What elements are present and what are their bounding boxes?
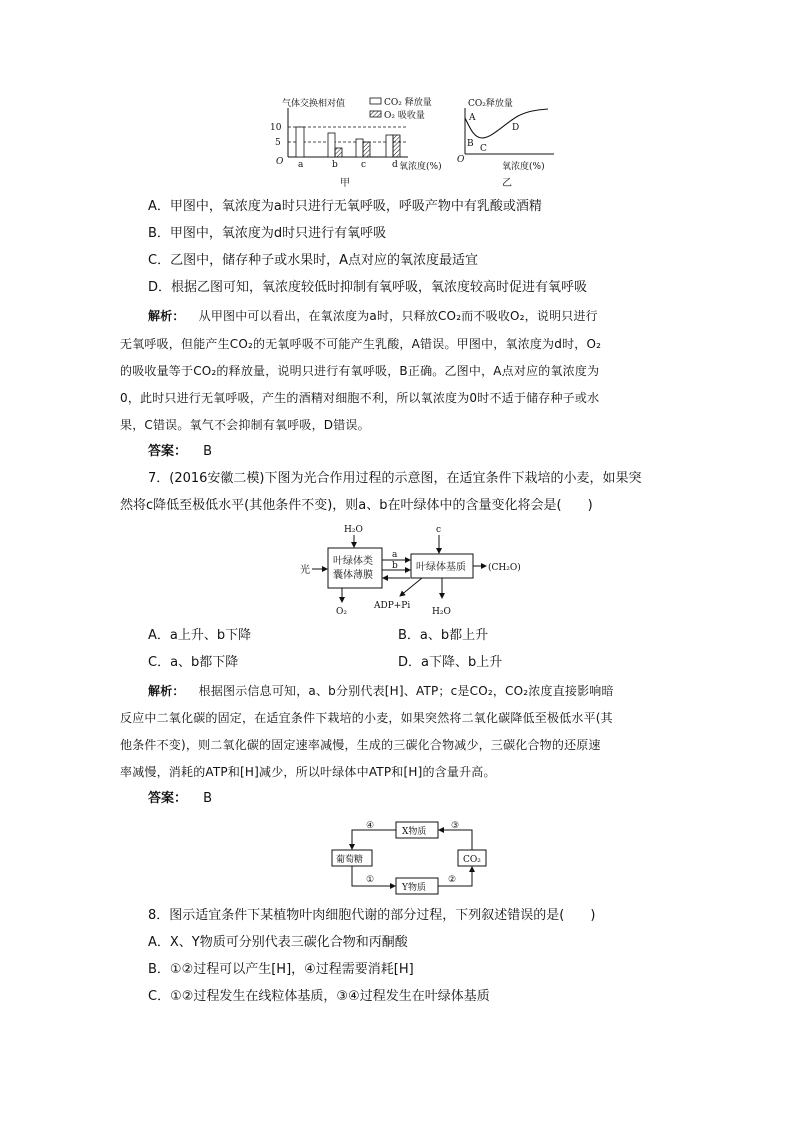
- jia-legend-co2: CO₂ 释放量: [384, 98, 432, 108]
- q7-analysis-line-4: 率减慢，消耗的ATP和[H]减少，所以叶绿体中ATP和[H]的含量升高。: [120, 765, 496, 779]
- diag7-box2: 叶绿体基质: [416, 562, 466, 573]
- yi-curve: [465, 109, 548, 138]
- jia-tick-5: 5: [275, 138, 281, 148]
- q8-option-c: C．①②过程发生在线粒体基质，③④过程发生在叶绿体基质: [148, 989, 490, 1004]
- yi-x-title: 氧浓度(%): [502, 162, 545, 172]
- yi-point-d: D: [512, 123, 520, 133]
- bar-c-co2: [356, 139, 363, 157]
- diag7-ch2o: (CH₂O): [488, 563, 521, 573]
- jia-legend-o2: O₂ 吸收量: [384, 111, 425, 121]
- yi-point-c: C: [480, 144, 487, 154]
- q6-analysis-line-5: 果，C错误。氧气不会抑制有氧呼吸，D错误。: [120, 418, 370, 432]
- q7-analysis-line-1: [148, 683, 614, 699]
- jia-origin: O: [276, 157, 284, 167]
- diag8-step-2: ②: [448, 875, 457, 885]
- q6-analysis-label: 解析：: [148, 309, 185, 323]
- q8-option-b: B．①②过程可以产生[H]，④过程需要消耗[H]: [148, 962, 414, 977]
- q6-option-b: B．甲图中，氧浓度为d时只进行有氧呼吸: [148, 226, 387, 241]
- diag7-h2o-top: H₂O: [344, 525, 363, 535]
- diag8-co2-label: CO₂: [463, 855, 481, 865]
- diag7-label-a: a: [392, 550, 398, 560]
- q6-answer-value: B: [203, 444, 213, 459]
- yi-point-a: A: [469, 113, 476, 123]
- q7-option-d: D．a下降、b上升: [398, 655, 503, 670]
- diag7-label-b: b: [392, 561, 398, 571]
- q6-analysis-line-2: 无氧呼吸，但能产生CO₂的无氧呼吸不可能产生乳酸，A错误。甲图中，氧浓度为d时，O₂: [120, 337, 602, 351]
- diag8-glucose-label: 葡萄糖: [336, 855, 364, 865]
- q7-answer-value: B: [203, 791, 213, 806]
- q7-option-b: B．a、b都上升: [398, 628, 489, 643]
- q7-option-a: A．a上升、b下降: [148, 628, 252, 643]
- jia-x-d: d: [392, 160, 398, 170]
- q7-answer: [148, 791, 212, 807]
- q6-analysis-line-1: [148, 308, 598, 324]
- jia-tick-10: 10: [270, 123, 282, 133]
- q6-option-d: D．根据乙图可知，氧浓度较低时抑制有氧呼吸，氧浓度较高时促进有氧呼吸: [148, 280, 588, 295]
- jia-x-a: a: [298, 160, 304, 170]
- jia-y-title: 气体交换相对值: [282, 99, 346, 109]
- q8-stem: 8．图示适宜条件下某植物叶肉细胞代谢的部分过程，下列叙述错误的是( ): [148, 908, 596, 923]
- yi-caption: 乙: [502, 178, 512, 189]
- q7-analysis-label: 解析：: [148, 684, 185, 698]
- q7-analysis-line-3: 他条件不变)，则二氧化碳的固定速率减慢，生成的三碳化合物减少，三碳化合物的还原速: [120, 738, 601, 752]
- q6-answer-label: 答案：: [148, 444, 188, 459]
- metabolism-cycle-diagram: [328, 818, 498, 900]
- q6-option-c: C．乙图中，储存种子或水果时，A点对应的氧浓度最适宜: [148, 253, 478, 268]
- bar-c-o2: [363, 142, 370, 157]
- diag7-light: 光: [300, 565, 310, 576]
- q7-stem-line-1: 7．(2016安徽二模)下图为光合作用过程的示意图，在适宜条件下栽培的小麦，如果突: [148, 471, 642, 486]
- yi-y-title: CO₂释放量: [468, 99, 513, 109]
- yi-origin: O: [457, 155, 465, 165]
- q6-option-a: A．甲图中，氧浓度为a时只进行无氧呼吸，呼吸产物中有乳酸或酒精: [148, 199, 542, 214]
- diag7-label-c: c: [436, 525, 442, 535]
- jia-caption: 甲: [340, 178, 350, 189]
- bar-a-co2: [296, 127, 304, 157]
- q6-analysis-line-3: 的吸收量等于CO₂的释放量，说明只进行有氧呼吸，B正确。乙图中，A点对应的氧浓度为: [120, 364, 600, 378]
- yi-point-b: B: [467, 139, 474, 149]
- diag7-box1-line1: 叶绿体类: [333, 556, 373, 567]
- bar-d-co2: [386, 135, 393, 157]
- diag8-step-4: ④: [366, 821, 375, 831]
- diag8-step-3: ③: [451, 821, 460, 831]
- q7-analysis-text-1: 根据图示信息可知，a、b分别代表[H]、ATP；c是CO₂，CO₂浓度直接影响暗: [198, 684, 614, 698]
- diag7-o2: O₂: [336, 607, 347, 617]
- diag8-step-1: ①: [366, 875, 375, 885]
- jia-x-b: b: [332, 160, 338, 170]
- photosynthesis-diagram: [296, 520, 536, 620]
- bar-b-co2: [328, 133, 335, 157]
- figure-yi: [456, 94, 566, 192]
- q7-answer-label: 答案：: [148, 791, 188, 806]
- diag7-adp: ADP+Pi: [374, 601, 411, 611]
- jia-x-title: 氧浓度(%): [399, 162, 442, 172]
- jia-x-c: c: [361, 160, 367, 170]
- figure-jia: [268, 94, 458, 192]
- diag8-x-label: X物质: [402, 827, 427, 837]
- q7-stem-line-2: 然将c降低至极低水平(其他条件不变)，则a、b在叶绿体中的含量变化将会是( ): [120, 498, 593, 513]
- q6-answer: [148, 444, 212, 460]
- diag8-y-label: Y物质: [402, 883, 426, 893]
- q7-analysis-line-2: 反应中二氧化碳的固定，在适宜条件下栽培的小麦，如果突然将二氧化碳降低至极低水平(其: [120, 711, 613, 725]
- diag7-thylakoid-box: [328, 548, 382, 588]
- q6-analysis-text-1: 从甲图中可以看出，在氧浓度为a时，只释放CO₂而不吸收O₂，说明只进行: [198, 309, 598, 323]
- bar-b-o2: [335, 148, 342, 157]
- q7-option-c: C．a、b都下降: [148, 655, 239, 670]
- q6-analysis-line-4: 0，此时只进行无氧呼吸，产生的酒精对细胞不利，所以氧浓度为0时不适于储存种子或水: [120, 391, 600, 405]
- q8-option-a: A．X、Y物质可分别代表三碳化合物和丙酮酸: [148, 935, 408, 950]
- diag7-h2o-bottom: H₂O: [432, 607, 451, 617]
- diag7-box1-line2: 囊体薄膜: [333, 570, 373, 581]
- bar-d-o2: [393, 135, 400, 157]
